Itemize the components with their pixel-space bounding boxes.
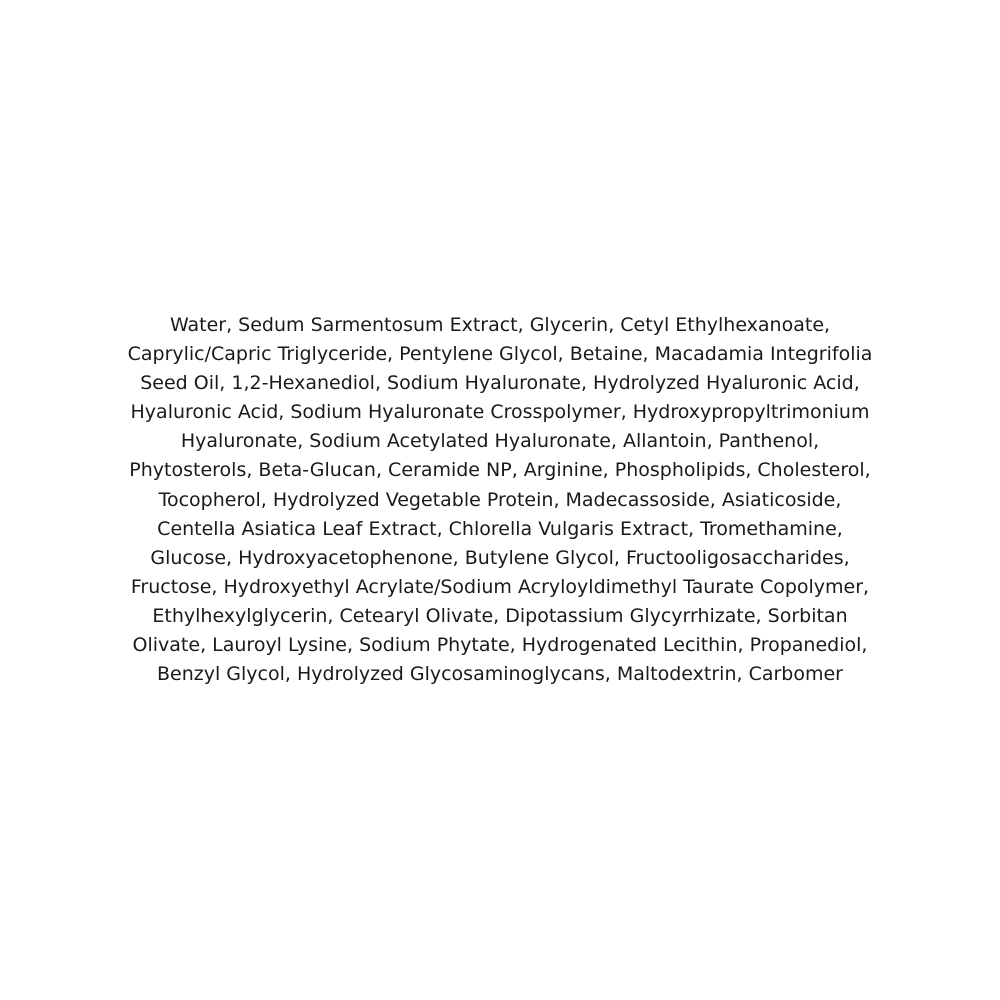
ingredients-line: Centella Asiatica Leaf Extract, Chlorella Vulgaris Extract, Tromethamine, [157,517,843,540]
ingredients-line: Caprylic/Capric Triglyceride, Pentylene Glycol, Betaine, Macadamia Integrifolia [127,343,873,366]
ingredients-line: Seed Oil, 1,2-Hexanediol, Sodium Hyaluronate, Hydrolyzed Hyaluronic Acid, [140,372,860,395]
ingredients-line: Fructose, Hydroxyethyl Acrylate/Sodium Acryloyldimethyl Taurate Copolymer, [130,575,870,598]
ingredients-line: Phytosterols, Beta-Glucan, Ceramide NP, Arginine, Phospholipids, Cholesterol, [129,459,871,482]
ingredients-line: Ethylhexylglycerin, Cetearyl Olivate, Dipotassium Glycyrrhizate, Sorbitan [152,604,848,627]
ingredients-line: Water, Sedum Sarmentosum Extract, Glycerin, Cetyl Ethylhexanoate, [169,314,831,336]
ingredients-line: Benzyl Glycol, Hydrolyzed Glycosaminoglycans, Maltodextrin, Carbomer [156,663,843,686]
ingredients-line: Olivate, Lauroyl Lysine, Sodium Phytate, Hydrogenated Lecithin, Propanediol, [132,634,868,657]
ingredients-line: Glucose, Hydroxyacetophenone, Butylene Glycol, Fructooligosaccharides, [150,546,850,569]
ingredients-line: Hyaluronic Acid, Sodium Hyaluronate Crosspolymer, Hydroxypropyltrimonium [130,401,870,424]
ingredients-line: Tocopherol, Hydrolyzed Vegetable Protein, Madecassoside, Asiaticoside, [158,488,842,511]
ingredients-line: Hyaluronate, Sodium Acetylated Hyaluronate, Allantoin, Panthenol, [180,430,820,453]
ingredients-list [60,311,940,689]
